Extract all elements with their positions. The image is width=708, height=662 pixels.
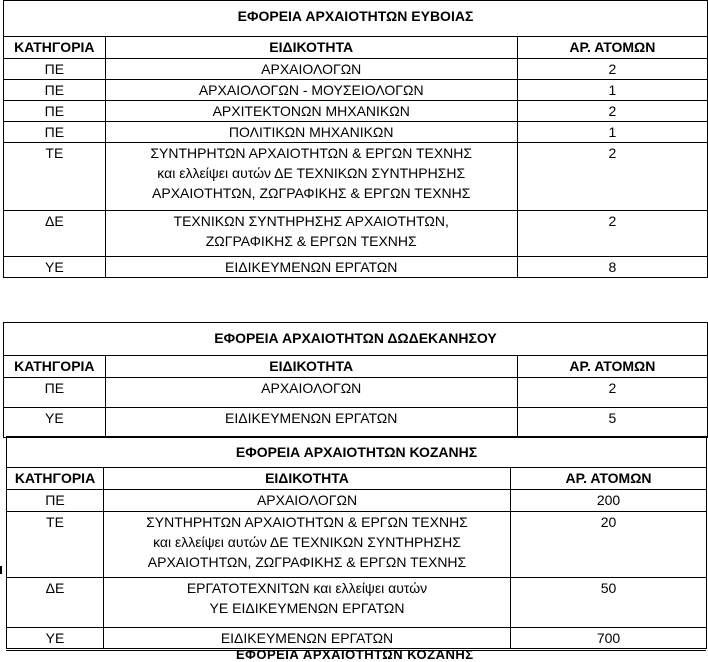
cell-category: ΥΕ bbox=[7, 628, 104, 649]
cell-count: 5 bbox=[517, 408, 707, 438]
table-row bbox=[7, 490, 707, 512]
specialty-line: ΕΙΔΙΚΕΥΜΕΝΩΝ ΕΡΓΑΤΩΝ bbox=[220, 630, 394, 646]
table-title: ΕΦΟΡΕΙΑ ΑΡΧΑΙΟΤΗΤΩΝ ΔΩΔΕΚΑΝΗΣΟΥ bbox=[4, 323, 708, 356]
cell-count: 200 bbox=[511, 490, 707, 512]
cell-specialty bbox=[105, 101, 517, 122]
cell-category: ΠΕ bbox=[4, 80, 106, 101]
cell-category: ΤΕ bbox=[7, 512, 104, 578]
specialty-line: ΤΕΧΝΙΚΩΝ ΣΥΝΤΗΡΗΣΗΣ ΑΡΧΑΙΟΤΗΤΩΝ, bbox=[173, 213, 449, 229]
cell-count: 50 bbox=[511, 578, 707, 628]
cell-category: ΔΕ bbox=[7, 578, 104, 628]
cell-count: 2 bbox=[517, 59, 707, 80]
header-category: ΚΑΤΗΓΟΡΙΑ bbox=[4, 37, 106, 59]
specialty-line: ΑΡΧΑΙΟΛΟΓΩΝ bbox=[261, 61, 362, 77]
table-row bbox=[4, 378, 708, 408]
cell-count: 8 bbox=[517, 257, 707, 278]
table-dodecanese bbox=[3, 322, 708, 438]
specialty-line: ΥΕ ΕΙΔΙΚΕΥΜΕΝΩΝ ΕΡΓΑΤΩΝ bbox=[209, 600, 405, 616]
specialty-line: ΠΟΛΙΤΙΚΩΝ ΜΗΧΑΝΙΚΩΝ bbox=[228, 124, 394, 140]
table-body bbox=[4, 378, 708, 438]
cell-specialty bbox=[105, 122, 517, 143]
table-body bbox=[7, 490, 707, 649]
cell-specialty bbox=[104, 490, 511, 512]
specialty-line: ΣΥΝΤΗΡΗΤΩΝ ΑΡΧΑΙΟΤΗΤΩΝ & ΕΡΓΩΝ ΤΕΧΝΗΣ bbox=[150, 145, 473, 161]
header-specialty: ΕΙΔΙΚΟΤΗΤΑ bbox=[104, 468, 511, 490]
cell-category: ΠΕ bbox=[4, 101, 106, 122]
cell-specialty bbox=[105, 378, 517, 408]
cell-specialty bbox=[105, 408, 517, 438]
cell-category: ΠΕ bbox=[4, 122, 106, 143]
header-specialty: ΕΙΔΙΚΟΤΗΤΑ bbox=[105, 37, 517, 59]
cell-category: ΥΕ bbox=[4, 408, 106, 438]
cell-category: ΠΕ bbox=[4, 59, 106, 80]
cell-category: ΥΕ bbox=[4, 257, 106, 278]
cell-category: ΔΕ bbox=[4, 211, 106, 257]
specialty-line: ΑΡΧΑΙΟΛΟΓΩΝ bbox=[256, 492, 358, 508]
specialty-line: ΑΡΧΑΙΟΤΗΤΩΝ, ΖΩΓΡΑΦΙΚΗΣ & ΕΡΓΩΝ ΤΕΧΝΗΣ bbox=[152, 185, 471, 201]
cell-category: ΤΕ bbox=[4, 143, 106, 211]
cell-specialty bbox=[105, 257, 517, 278]
specialty-line: ΑΡΧΑΙΟΛΟΓΩΝ - ΜΟΥΣΕΙΟΛΟΓΩΝ bbox=[198, 82, 424, 98]
table-title: ΕΦΟΡΕΙΑ ΑΡΧΑΙΟΤΗΤΩΝ ΚΟΖΑΝΗΣ bbox=[7, 437, 707, 468]
header-count: ΑΡ. ΑΤΟΜΩΝ bbox=[517, 37, 707, 59]
specialty-line: ΖΩΓΡΑΦΙΚΗΣ & ΕΡΓΩΝ ΤΕΧΝΗΣ bbox=[205, 233, 417, 249]
cell-specialty bbox=[104, 628, 511, 649]
margin-mark bbox=[0, 566, 2, 574]
table-row bbox=[7, 512, 707, 578]
table-body bbox=[4, 59, 708, 278]
header-category: ΚΑΤΗΓΟΡΙΑ bbox=[4, 356, 106, 378]
cut-off-next-table bbox=[6, 647, 706, 662]
cell-count: 2 bbox=[517, 143, 707, 211]
header-count: ΑΡ. ΑΤΟΜΩΝ bbox=[511, 468, 707, 490]
table-row bbox=[4, 59, 708, 80]
cell-count: 20 bbox=[511, 512, 707, 578]
cell-count: 1 bbox=[517, 80, 707, 101]
cell-specialty bbox=[105, 59, 517, 80]
cell-specialty bbox=[105, 143, 517, 211]
specialty-line: ΑΡΧΙΤΕΚΤΟΝΩΝ ΜΗΧΑΝΙΚΩΝ bbox=[212, 103, 410, 119]
specialty-line: ΕΙΔΙΚΕΥΜΕΝΩΝ ΕΡΓΑΤΩΝ bbox=[225, 410, 398, 426]
cell-specialty bbox=[105, 211, 517, 257]
table-row bbox=[4, 143, 708, 211]
table-kozani bbox=[6, 436, 707, 649]
specialty-line: ΕΡΓΑΤΟΤΕΧΝΙΤΩΝ και ελλείψει αυτών bbox=[186, 580, 428, 596]
specialty-line: ΑΡΧΑΙΟΤΗΤΩΝ, ΖΩΓΡΑΦΙΚΗΣ & ΕΡΓΩΝ ΤΕΧΝΗΣ bbox=[147, 554, 467, 570]
specialty-line: ΕΙΔΙΚΕΥΜΕΝΩΝ ΕΡΓΑΤΩΝ bbox=[225, 259, 398, 275]
specialty-line: ΣΥΝΤΗΡΗΤΩΝ ΑΡΧΑΙΟΤΗΤΩΝ & ΕΡΓΩΝ ΤΕΧΝΗΣ bbox=[146, 514, 468, 530]
cell-specialty bbox=[104, 578, 511, 628]
cell-count: 2 bbox=[517, 211, 707, 257]
cell-category: ΠΕ bbox=[7, 490, 104, 512]
header-count: ΑΡ. ΑΤΟΜΩΝ bbox=[517, 356, 707, 378]
cell-specialty bbox=[105, 80, 517, 101]
cell-count: 2 bbox=[517, 101, 707, 122]
table-title: ΕΦΟΡΕΙΑ ΑΡΧΑΙΟΤΗΤΩΝ ΕΥΒΟΙΑΣ bbox=[4, 1, 708, 37]
specialty-line: ΑΡΧΑΙΟΛΟΓΩΝ bbox=[261, 380, 362, 396]
table-row bbox=[4, 101, 708, 122]
header-category: ΚΑΤΗΓΟΡΙΑ bbox=[7, 468, 104, 490]
cell-specialty bbox=[104, 512, 511, 578]
specialty-line: και ελλείψει αυτών ΔΕ ΤΕΧΝΙΚΩΝ ΣΥΝΤΗΡΗΣΗΣ bbox=[153, 534, 461, 550]
specialty-line: και ελλείψει αυτών ΔΕ ΤΕΧΝΙΚΩΝ ΣΥΝΤΗΡΗΣΗΣ bbox=[157, 165, 466, 181]
cut-off-title: ΕΦΟΡΕΙΑ ΑΡΧΑΙΟΤΗΤΩΝ ΚΟΖΑΝΗΣ bbox=[236, 647, 474, 662]
table-row bbox=[7, 628, 707, 649]
cell-category: ΠΕ bbox=[4, 378, 106, 408]
table-row bbox=[4, 211, 708, 257]
table-row bbox=[4, 408, 708, 438]
header-specialty: ΕΙΔΙΚΟΤΗΤΑ bbox=[105, 356, 517, 378]
table-euboea bbox=[3, 0, 708, 278]
cell-count: 700 bbox=[511, 628, 707, 649]
table-row bbox=[7, 578, 707, 628]
table-row bbox=[4, 80, 708, 101]
cell-count: 1 bbox=[517, 122, 707, 143]
table-row bbox=[4, 257, 708, 278]
cell-count: 2 bbox=[517, 378, 707, 408]
table-row bbox=[4, 122, 708, 143]
